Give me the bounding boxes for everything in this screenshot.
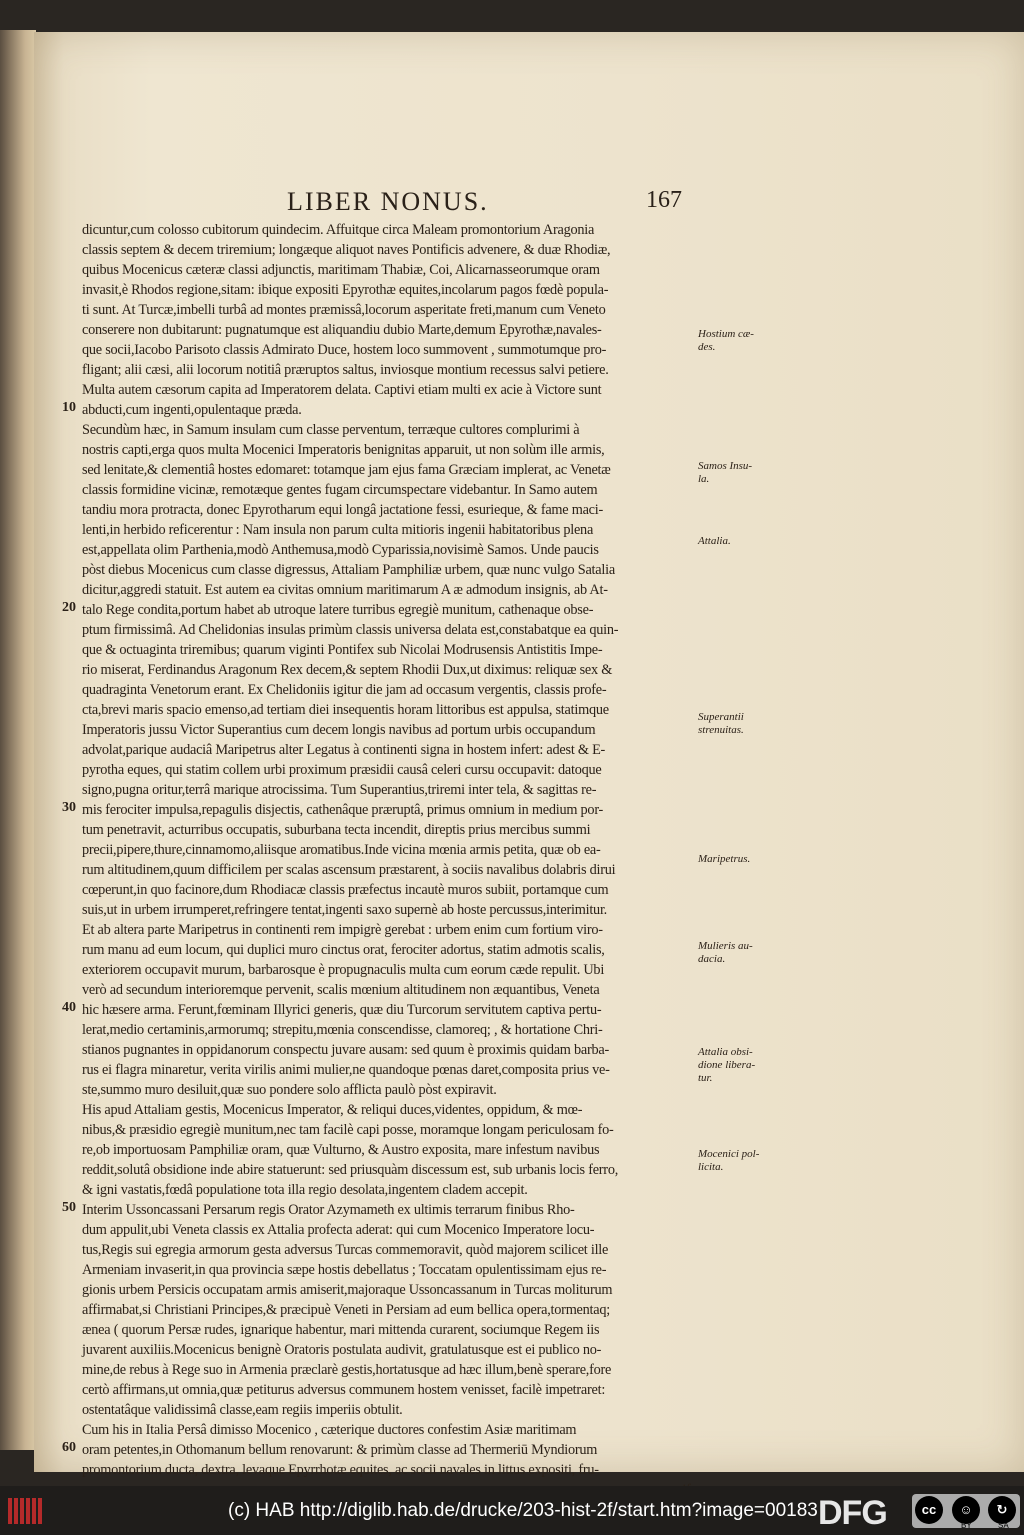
text-line: cta,brevi maris spacio emenso,ad tertiam diei insequentis horam littoribus est appulsa, statimque (82, 702, 609, 718)
margin-note: Mocenici pol- (698, 1148, 760, 1160)
text-line: Interim Ussoncassani Persarum regis Orator Azymameth ex ultimis terrarum finibus Rho- (82, 1202, 575, 1218)
margin-note: Attalia. (698, 535, 731, 547)
body-text (82, 220, 727, 1500)
text-line: promontorium ducta, dextra, levaque Epyrrhotæ equites, ac socii navales in littus expositi, fru- (82, 1462, 599, 1478)
text-line: certò affirmans,ut omnia,quæ petiturus adversus communem hostem venisset, facilè impetraret: (82, 1382, 606, 1398)
text-line: Imperatoris jussu Victor Superantius cum decem longis navibus ad portum urbis occupandum (82, 722, 596, 738)
cc-sa-label: SA (998, 1521, 1009, 1530)
text-line: juvarent auxiliis.Mocenicus benignè Oratoris postulata audivit, gratulatusque est ei publico no- (82, 1342, 602, 1358)
text-line: affirmabat,si Christiani Principes,& præcipuè Veneti in Persiam ad eum bellica opera,tormentaq; (82, 1302, 610, 1318)
text-line: abducti,cum ingenti,opulentaque præda. (82, 402, 302, 418)
text-line: & igni vastatis,fœdâ populatione tota illa regio desolata,ingentem cladem accepit. (82, 1182, 528, 1198)
text-line: stianos pugnantes in oppidanorum conspectu juvare ausam: sed quum è proximis quidam barba- (82, 1042, 610, 1058)
text-line: ti sunt. At Turcæ,imbelli turbâ ad montes præmissâ,locorum asperitate freti,manum cum Veneto (82, 302, 606, 318)
text-line: tandiu mora protracta, donec Epyrotharum equi longâ jactatione fessi, esurieque, & fame maci- (82, 502, 604, 518)
margin-note: tur. (698, 1072, 713, 1084)
text-line: est,appellata olim Parthenia,modò Anthemusa,modò Cyparissia,novisimè Samos. Unde paucis (82, 542, 599, 558)
text-line: que & octuaginta triremibus; quarum viginti Pontifex sub Nicolai Modrusensis Antistitis Impe- (82, 642, 603, 658)
book-page (34, 32, 1024, 1478)
text-line: Et ab altera parte Maripetrus in continenti rem impigrè gerebat : urbem enim cum fortium viro- (82, 922, 603, 938)
text-line: Secundùm hæc, in Samum insulam cum classe perventum, terræque cultores complurimi à (82, 422, 580, 438)
cc-icon: cc (915, 1496, 943, 1524)
text-line: invasit,è Rhodos regione,sitam: ibique expositi Epyrothæ equites,incolarum pagos fœdè popula- (82, 282, 609, 298)
text-line: reddit,solutâ obsidione inde abire statuerunt: sed priusquàm discessum est, sub urbanis locis ferro, (82, 1162, 619, 1178)
margin-note: licita. (698, 1161, 724, 1173)
margin-note: Samos Insu- (698, 460, 753, 472)
text-line: quibus Mocenicus cæteræ classi adjunctis, maritimam Thabiæ, Coi, Alicarnasseorumque oram (82, 262, 600, 278)
text-line: suis,ut in urbem irrumperet,refringere tentat,ingenti saxo supernè ab hoste percussus,interimitur. (82, 902, 607, 918)
text-line: dicuntur,cum colosso cubitorum quindecim. Affuitque circa Maleam promontorium Aragonia (82, 222, 595, 238)
text-line: tum penetravit, acturribus occupatis, suburbana tecta incendit, direptis prius mercibus summi (82, 822, 591, 838)
text-line: dum appulit,ubi Veneta classis ex Attalia profecta aderat: qui cum Mocenico Imperatore locu- (82, 1222, 595, 1238)
text-line: ænea ( quorum Persæ rudes, ignarique habentur, mari mittenda curarent, sociumque Regem iis (82, 1322, 600, 1338)
text-line: sed lenitate,& clementiâ hostes edomaret: totamque jam ejus fama Græciam implerat, ac Venetæ (82, 462, 611, 478)
text-line: rum altitudinem,quum difficilem per scalas ascensum præstarent, à sociis navalibus dolabris dirui (82, 862, 616, 878)
margin-note: Hostium cæ- (698, 328, 754, 340)
margin-note: des. (698, 341, 716, 353)
text-line: talo Rege condita,portum habet ab utroque latere turribus egregiè munitum, cathenaque obse- (82, 602, 594, 618)
text-line: Multa autem cæsorum capita ad Imperatorem delata. Captivi etiam multi ex acie à Victore sunt (82, 382, 602, 398)
text-line: Armeniam invaserit,in qua provincia sæpe hostis debellatus ; Toccatam opulentissimam ejus re- (82, 1262, 607, 1278)
line-number: 40 (62, 1000, 76, 1015)
margin-note: strenuitas. (698, 724, 744, 736)
text-line: signo,pugna oritur,terrâ marique atrocissima. Tum Superantius,triremi inter tela, & sagittas re- (82, 782, 597, 798)
margin-note: Attalia obsi- (698, 1046, 753, 1058)
text-line: verò ad secundum interioremque pervenit, scalis mœnium altitudinem non æquantibus, Veneta (82, 982, 600, 998)
text-line: advolat,parique audaciâ Maripetrus alter Legatus à continenti signa in hostem infert: adest & E- (82, 742, 606, 758)
line-number: 20 (62, 600, 76, 615)
text-line: gionis urbem Persicis occupatam armis amiserit,majoraque Ussoncassanum in Turcas moliturum (82, 1282, 613, 1298)
text-line: mis ferociter impulsa,repagulis disjectis, cathenâque præruptâ, primus omnium in medium por- (82, 802, 604, 818)
text-line: Cum his in Italia Persâ dimisso Mocenico , cæterique ductores confestim Asiæ maritimam (82, 1422, 577, 1438)
margin-note: Maripetrus. (698, 853, 751, 865)
dfg-logo[interactable]: DFG (818, 1494, 887, 1532)
text-line: rum manu ad eum locum, qui duplici muro cinctus orat, ferociter adortus, statim admotis scalis, (82, 942, 605, 958)
text-line: lenti,in herbido reficerentur : Nam insula non parum culta mitioris ingenii habitatoribus plena (82, 522, 594, 538)
viewer-footer (0, 1486, 1024, 1535)
copyright-link[interactable]: (c) HAB http://diglib.hab.de/drucke/203-hist-2f/start.htm?image=00183 (228, 1500, 818, 1521)
text-line: quadraginta Venetorum erant. Ex Chelidoniis igitur die jam ad occasum vergentis, classis profe- (82, 682, 607, 698)
text-line: cœperunt,in quo facinore,dum Rhodiacæ classis præfectus incautè muros subiit, portamque cum (82, 882, 609, 898)
folio-number: 167 (646, 187, 682, 213)
text-line: nostris capti,erga quos multa Mocenici Imperatoris benignitas apparuit, ut non solùm ille armis, (82, 442, 605, 458)
text-line: pyrotha eques, qui statim collem urbi proximum præsidii causâ celeri cursu occupavit: datoque (82, 762, 602, 778)
text-line: classis formidine vicinæ, remotæque gentes fugam circumspectare videbantur. In Samo autem (82, 482, 598, 498)
cc-by-label: BY (961, 1521, 972, 1530)
text-line: classis septem & decem triremium; longæque aliquot naves Pontificis advenere, & duæ Rhodiæ, (82, 242, 611, 258)
text-line: lerat,medio certaminis,armorumq; strepitu,mœnia conscendisse, clamoreq; , & hortatione Chri- (82, 1022, 603, 1038)
text-line: precii,pipere,thure,cinnamomo,aliisque aromatibus.Inde vicina mœnia armis petita, quæ ob ea- (82, 842, 601, 858)
text-line: fligant; alii cæsi, alii locorum notitiâ præruptos saltus, inviosque montium recessus salvi petiere. (82, 362, 609, 378)
page-header (34, 187, 1024, 217)
sa-icon: ↻ (988, 1496, 1016, 1524)
cc-license-badge[interactable] (912, 1494, 1020, 1528)
text-line: His apud Attaliam gestis, Mocenicus Imperator, & reliqui duces,videntes, oppidum, & mœ- (82, 1102, 583, 1118)
by-icon: ☺ (952, 1496, 980, 1524)
margin-note: Superantii (698, 711, 744, 723)
text-line: oram petentes,in Othomanum bellum renovarunt: & primùm classe ad Thermeriū Myndiorum (82, 1442, 598, 1458)
text-line: dicitur,aggredi statuit. Est autem ea civitas omnium maritimarum A æ admodum insignis, ab At- (82, 582, 608, 598)
text-line: rio miserat, Ferdinandus Aragonum Rex decem,& septem Rhodii Dux,ut diximus: reliquæ sex & (82, 662, 613, 678)
margin-note: dacia. (698, 953, 726, 965)
text-line: tus,Regis sui egregia armorum gesta adversus Turcas commemoravit, quòd majorem scilicet ille (82, 1242, 609, 1258)
text-line: ostentatâque validissimâ classe,eam regiis imperiis obtulit. (82, 1402, 403, 1418)
text-line: conserere non dubitarunt: pugnatumque est aliquandiu dubio Marte,demum Epyrothæ,navales- (82, 322, 602, 338)
text-line: exteriorem occupavit murum, barbarosque è propugnaculis multa cum eorum cæde repulit. Ubi (82, 962, 605, 978)
text-line: ptum firmissimâ. Ad Chelidonias insulas primùm classis universa delata est,constabatque ea quin- (82, 622, 619, 638)
margin-note: Mulieris au- (698, 940, 753, 952)
text-line: rus ei flagra minaretur, verita virilis animi mulier,ne quandoque pœnas daret,composita prius ve- (82, 1062, 610, 1078)
text-line: re,ob importuosam Pamphiliæ oram, quæ Vulturno, & Austro exposita, mare infestum navibus (82, 1142, 600, 1158)
text-line: pòst diebus Mocenicus cum classe digressus, Attaliam Pamphiliæ urbem, quæ nunc vulgo Satalia (82, 562, 615, 578)
hab-library-icon[interactable] (8, 1498, 46, 1524)
text-line: que socii,Iacobo Parisoto classis Admirato Duce, hostem loco summovent , summotumque pro- (82, 342, 607, 358)
text-line: hic hæsere arma. Ferunt,fœminam Illyrici generis, quæ diu Turcorum servitutem captiva pertu- (82, 1002, 602, 1018)
text-line: mine,de rebus à Rege suo in Armenia præclarè gestis,hortatusque ad hæc illum,benè sperare,fore (82, 1362, 612, 1378)
margin-note: dione libera- (698, 1059, 756, 1071)
line-number: 30 (62, 800, 76, 815)
book-spine (0, 30, 36, 1450)
line-number: 60 (62, 1440, 76, 1455)
text-line: nibus,& præsidio egregiè munitum,nec tam facilè capi posse, moramque longam periculosam fo- (82, 1122, 614, 1138)
text-line: ste,summo muro desiluit,quæ suo pondere solo afflicta paulò pòst expiravit. (82, 1082, 497, 1098)
margin-note: la. (698, 473, 710, 485)
running-title: LIBER NONUS. (287, 187, 489, 216)
line-number: 10 (62, 400, 76, 415)
line-number: 50 (62, 1200, 76, 1215)
